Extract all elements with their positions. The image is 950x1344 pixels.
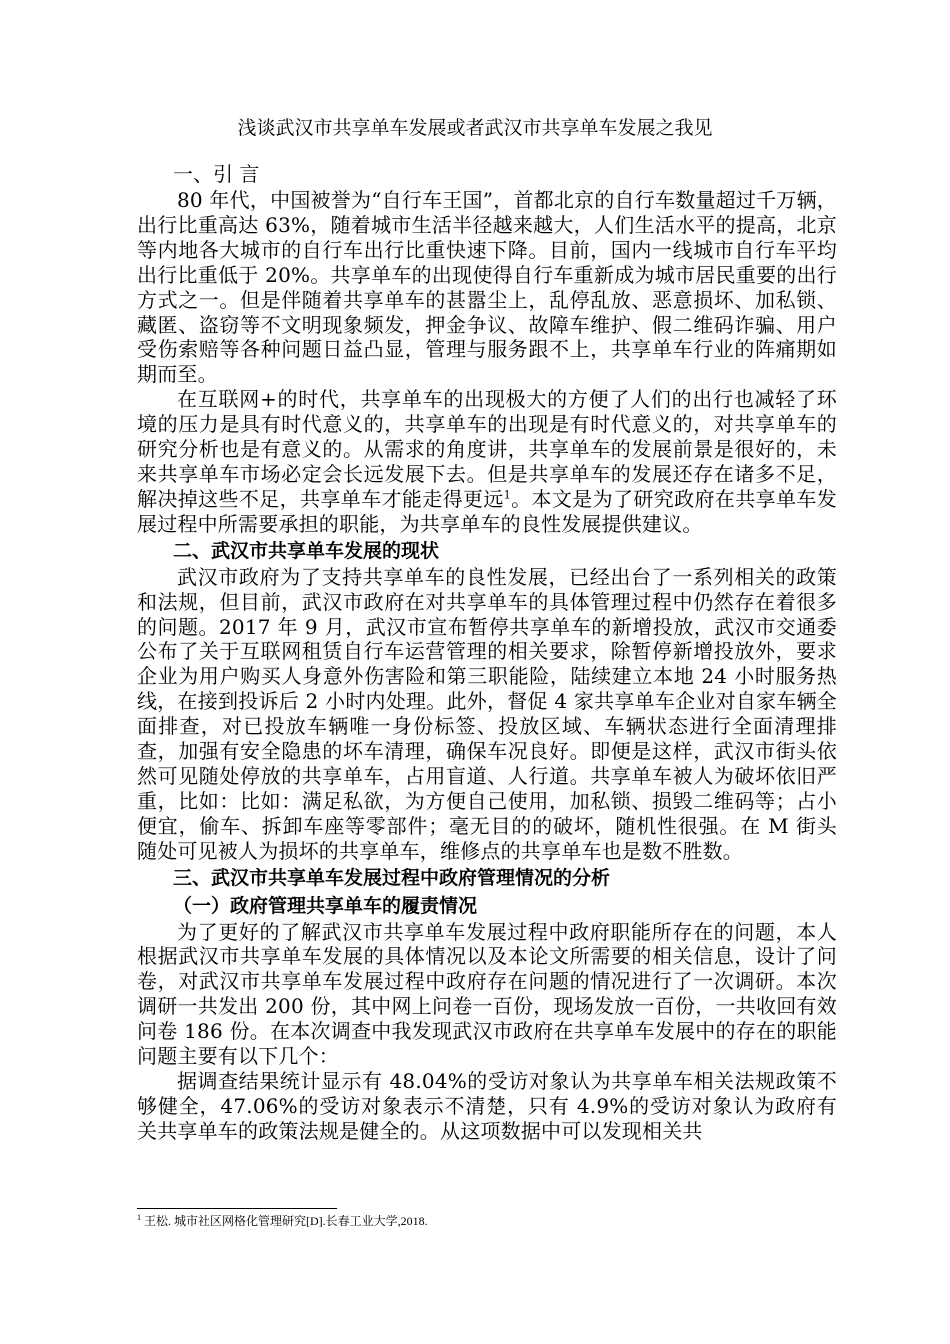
paragraph (137, 387, 837, 536)
paragraph: 80 年代，中国被誉为“自行车王国”，首都北京的自行车数量超过千万辆，出行比重高达 63%，随着城市生活半径越来越大，人们生活水平的提高，北京等内地各大城市的自行车出行比重快速下降。目前，国内一线城市自行车平均出行比重低于 20%。共享单车的出现使得自行车重新成为城市居民重要的出行方式之一。但是伴随着共享单车的甚嚣尘上，乱停乱放、恶意损坏、加私锁、藏匿、盗窃等不文明现象频发，押金争议、故障车维护、假二维码诈骗、用户受伤索赔等各种问题日益凸显，管理与服务跟不上，共享单车行业的阵痛期如期而至。 (137, 188, 837, 387)
footnote (137, 1213, 428, 1229)
footnote-text: 王松. 城市社区网格化管理研究[D].长春工业大学,2018. (144, 1214, 428, 1228)
section-heading-analysis: 三、武汉市共享单车发展过程中政府管理情况的分析 (173, 866, 611, 889)
paragraph: 武汉市政府为了支持共享单车的良性发展，已经出台了一系列相关的政策和法规，但目前，武汉市政府在对共享单车的具体管理过程中仍然存在着很多的问题。2017 年 9 月，武汉市宣布暂停共享单车的新增投放，武汉市交通委公布了关于互联网租赁自行车运营管理的相关要求，除暂停新增投放外，要求企业为用户购买人身意外伤害险和第三职能险，陆续建立本地 24 小时服务热线，在接到投诉后 2 小时内处理。此外，督促 4 家共享单车企业对自家车辆全面排查，对已投放车辆唯一身份标签、投放区域、车辆状态进行全面清理排查，加强有安全隐患的坏车清理，确保车况良好。即便是这样，武汉市街头依然可见随处停放的共享单车，占用盲道、人行道。共享单车被人为破坏依旧严重，比如：比如：满足私欲，为方便自己使用，加私锁、损毁二维码等；占小便宜，偷车、拆卸车座等零部件；毫无目的的破坏，随机性很强。在 M 街头随处可见被人为损坏的共享单车，维修点的共享单车也是数不胜数。 (137, 564, 837, 863)
footnote-mark: 1 (137, 1213, 141, 1222)
footnote-reference[interactable]: 1 (503, 488, 511, 502)
paragraph-text: 。本文是为了研究政府在共享单车发展过程中所需要承担的职能，为共享单车的良性发展提供建议。 (137, 486, 838, 536)
section-heading-introduction: 一、引 言 (173, 162, 260, 186)
section-heading-current-status: 二、武汉市共享单车发展的现状 (173, 539, 440, 562)
subsection-heading-duty-performance: （一）政府管理共享单车的履责情况 (173, 894, 478, 917)
document-title: 浅谈武汉市共享单车发展或者武汉市共享单车发展之我见 (237, 117, 713, 139)
paragraph: 为了更好的了解武汉市共享单车发展过程中政府职能所存在的问题，本人根据武汉市共享单车发展的具体情况以及本论文所需要的相关信息，设计了问卷，对武汉市共享单车发展过程中政府存在问题的情况进行了一次调研。本次调研一共发出 200 份，其中网上问卷一百份，现场发放一百份，一共收回有效问卷 186 份。在本次调查中我发现武汉市政府在共享单车发展中的存在的职能问题主要有以下几个： (137, 919, 837, 1069)
document-body (137, 160, 837, 1144)
paragraph: 据调查结果统计显示有 48.04%的受访对象认为共享单车相关法规政策不够健全，47.06%的受访对象表示不清楚，只有 4.9%的受访对象认为政府有关共享单车的政策法规是健全的。从这项数据中可以发现相关共 (137, 1069, 837, 1143)
paragraph-text: 在互联网+的时代，共享单车的出现极大的方便了人们的出行也减轻了环境的压力是具有时代意义的，共享单车的出现是有时代意义的，对共享单车的研究分析也是有意义的。从需求的角度讲，共享单车的发展前景是很好的，未来共享单车市场必定会长远发展下去。但是共享单车的发展还存在诸多不足，解决掉这些不足，共享单车才能走得更远 (137, 387, 837, 511)
footnote-divider (137, 1208, 337, 1209)
